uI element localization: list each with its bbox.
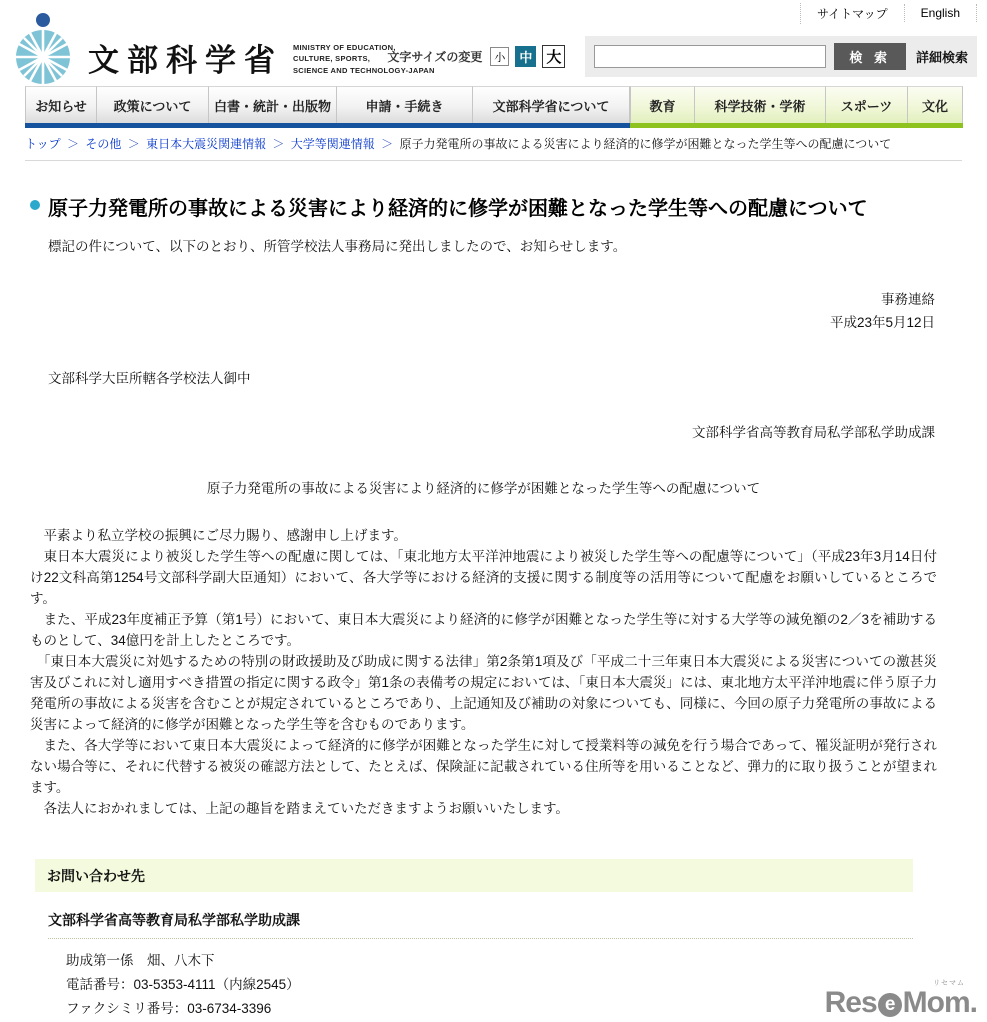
sitemap-link[interactable]: サイトマップ <box>800 3 904 24</box>
breadcrumb-current: 原子力発電所の事故による災害により経済的に修学が困難となった学生等への配慮について <box>399 137 892 151</box>
mext-logo[interactable] <box>12 10 435 86</box>
nav-tab-sports[interactable]: スポーツ <box>825 86 907 123</box>
body-paragraph: 「東日本大震災に対処するための特別の財政援助及び助成に関する法律」第2条第1項及び「平成二十三年東日本大震災による災害についての激甚災害及びこれに対し適用すべき措置の指定に関する政令」第1条の表備考の規定においては、「東日本大震災」には、東北地方太平洋沖地震に伴う原子力発電所の事故による災害を含むことが規定されているところであり、上記通知及び補助の対象についても、同様に、今回の原子力発電所の事故による災害によって経済的に修学が困難となった学生等を含むものであります。 <box>30 653 937 732</box>
resemom-text-res: Res <box>824 985 877 1019</box>
font-size-large-button[interactable]: 大 <box>542 45 565 68</box>
advanced-search-link[interactable]: 詳細検索 <box>915 50 968 65</box>
document-body <box>30 525 937 819</box>
body-paragraph: また、平成23年度補正予算（第1号）において、東日本大震災により経済的に修学が困難となった学生等に対する大学等の減免額の2／3を補助するものとして、34億円を計上したところです。 <box>30 611 937 648</box>
document-type: 事務連絡 <box>881 292 935 307</box>
breadcrumb-link-top[interactable]: トップ <box>25 137 61 151</box>
contact-person: 助成第一係 畑、八木下 <box>66 952 215 968</box>
contact-phone: 電話番号：03-5353-4111（内線2545） <box>66 977 300 993</box>
mext-emblem-icon <box>12 10 74 86</box>
document-addressee: 文部科学大臣所轄各学校法人御中 <box>48 370 251 386</box>
body-paragraph: 各法人におかれましては、上記の趣旨を踏まえていただきますようお願いいたします。 <box>30 800 569 816</box>
breadcrumb-separator: ＞ <box>272 137 285 151</box>
nav-tab-application[interactable]: 申請・手続き <box>336 86 472 123</box>
ministry-en-line1: MINISTRY OF EDUCATION, <box>293 43 396 53</box>
breadcrumb-link-other[interactable]: その他 <box>85 137 122 151</box>
search-panel <box>585 36 977 77</box>
nav-tab-science[interactable]: 科学技術・学術 <box>694 86 825 123</box>
title-bullet-icon <box>30 200 40 210</box>
search-button[interactable]: 検 索 <box>834 43 906 70</box>
contact-section-title: お問い合わせ先 <box>35 859 913 892</box>
font-size-label: 文字サイズの変更 <box>387 50 483 64</box>
font-size-small-button[interactable]: 小 <box>490 47 509 66</box>
breadcrumb <box>25 135 962 161</box>
contact-department: 文部科学省高等教育局私学部私学助成課 <box>48 910 913 939</box>
header-controls <box>387 36 977 77</box>
document-title: 原子力発電所の事故による災害により経済的に修学が困難となった学生等への配慮について <box>206 480 761 496</box>
nav-tab-about-mext[interactable]: 文部科学省について <box>472 86 630 123</box>
resemom-logo <box>825 978 977 1020</box>
global-nav <box>25 86 962 128</box>
nav-tab-culture[interactable]: 文化 <box>907 86 963 123</box>
document-date: 平成23年5月12日 <box>829 314 935 330</box>
resemom-e-icon: e <box>878 993 902 1017</box>
site-header <box>0 26 987 82</box>
intro-text: 標記の件について、以下のとおり、所管学校法人事務局に発出しましたので、お知らせします。 <box>48 239 627 254</box>
page-title-row <box>30 195 937 223</box>
breadcrumb-separator: ＞ <box>127 137 140 151</box>
breadcrumb-link-university-info[interactable]: 大学等関連情報 <box>290 137 375 151</box>
breadcrumb-link-earthquake-info[interactable]: 東日本大震災関連情報 <box>146 137 267 151</box>
english-link[interactable]: English <box>904 4 977 22</box>
breadcrumb-separator: ＞ <box>381 137 394 151</box>
nav-tab-news[interactable]: お知らせ <box>25 86 96 123</box>
document-meta <box>30 289 937 335</box>
nav-tab-policy[interactable]: 政策について <box>96 86 208 123</box>
resemom-text-mom: Mom. <box>902 985 977 1019</box>
nav-tab-education[interactable]: 教育 <box>630 86 694 123</box>
ministry-name: 文部科学省 <box>88 42 283 78</box>
body-paragraph: 東日本大震災により被災した学生等への配慮に関しては、「東北地方太平洋沖地震により被災した学生等への配慮等について」（平成23年3月14日付け22文科高第1254号文部科学副大臣通知）において、各大学等における経済的支援に関する制度等の活用等について配慮をお願いしているところです。 <box>30 548 937 606</box>
contact-fax: ファクシミリ番号：03-6734-3396 <box>66 1001 272 1017</box>
ministry-en-line2: CULTURE, SPORTS, <box>293 54 371 64</box>
font-size-medium-button[interactable]: 中 <box>515 46 536 67</box>
contact-section <box>30 859 937 1022</box>
resemom-ruby: リセマム <box>933 979 965 987</box>
page-title: 原子力発電所の事故による災害により経済的に修学が困難となった学生等への配慮について <box>48 198 868 220</box>
resemom-watermark <box>825 978 977 1020</box>
main-content <box>0 195 987 1022</box>
contact-details <box>66 949 937 1022</box>
body-paragraph: 平素より私立学校の振興にご尽力賜り、感謝申し上げます。 <box>30 527 407 543</box>
nav-group-general <box>25 86 630 128</box>
ministry-en-line3: SCIENCE AND TECHNOLOGY-JAPAN <box>293 65 435 75</box>
search-input[interactable] <box>594 45 826 68</box>
body-paragraph: また、各大学等において東日本大震災によって経済的に修学が困難となった学生に対して授業料等の減免を行う場合であって、罹災証明が発行されない場合等に、それに代替する被災の確認方法として、たとえば、保険証に記載されている住所等を用いることなど、弾力的に取り扱うことが望まれます。 <box>30 737 937 795</box>
document-sender: 文部科学省高等教育局私学部私学助成課 <box>692 424 935 440</box>
nav-tab-whitepaper[interactable]: 白書・統計・出版物 <box>208 86 336 123</box>
nav-group-fields <box>630 86 963 128</box>
breadcrumb-separator: ＞ <box>66 137 79 151</box>
